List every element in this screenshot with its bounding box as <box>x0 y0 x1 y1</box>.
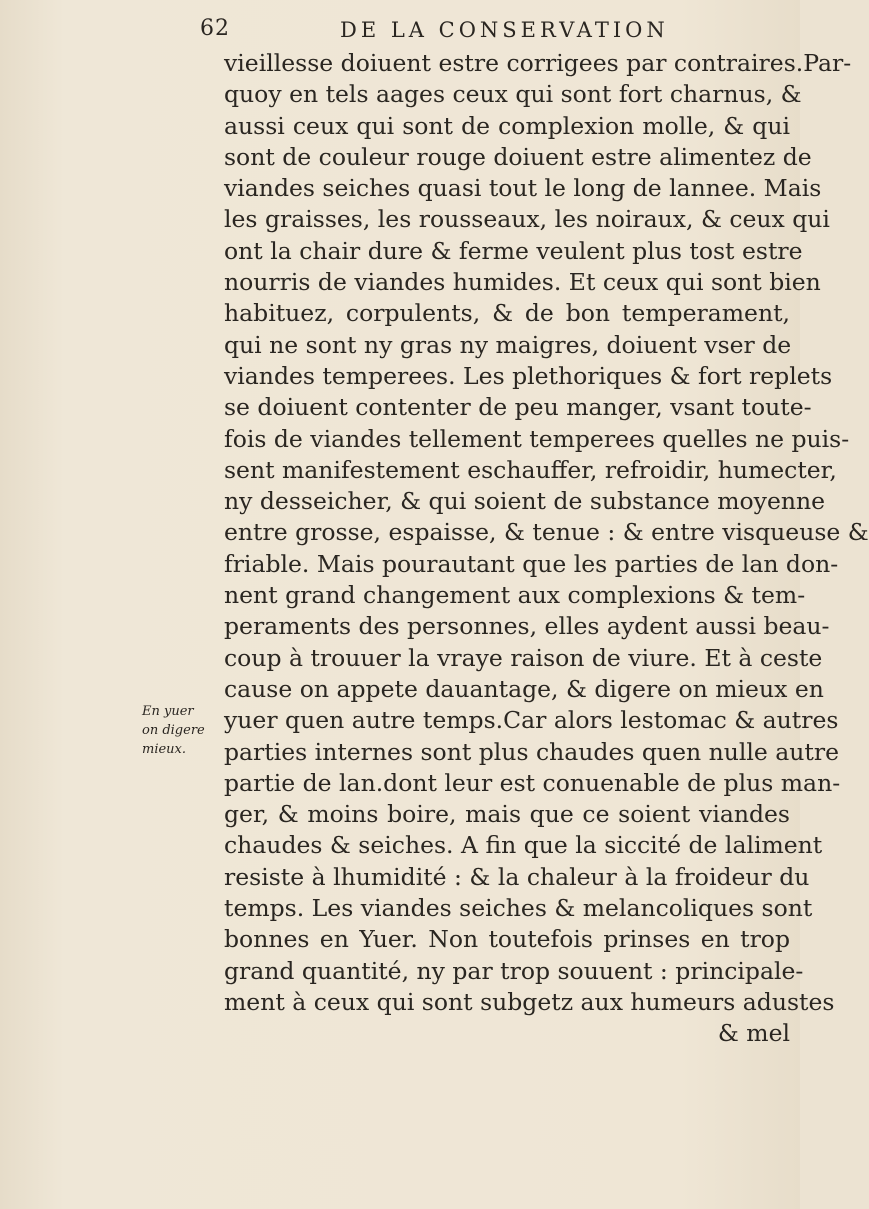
page-header <box>200 14 770 46</box>
text-line: chaudes & seiches. A fin que la siccité de laliment <box>224 831 823 860</box>
text-line: ger, & moins boire, mais que ce soient viandes <box>224 800 790 829</box>
text-line: parties internes sont plus chaudes quen nulle autre <box>224 737 839 766</box>
text-line: fois de viandes tellement temperees quelles ne puis- <box>224 424 850 453</box>
text-line: viandes seiches quasi tout le long de lannee. Mais <box>224 174 822 203</box>
text-line: les graisses, les rousseaux, les noiraux, & ceux qui <box>224 205 830 234</box>
text-line: friable. Mais pourautant que les parties de lan don- <box>224 549 839 578</box>
text-line: partie de lan.dont leur est conuenable de plus man- <box>224 768 841 797</box>
text-line: & mel <box>717 1019 790 1048</box>
text-line: nourris de viandes humides. Et ceux qui sont bien <box>224 268 821 297</box>
text-line: nent grand changement aux complexions & tem- <box>224 581 806 610</box>
page-number: 62 <box>200 16 230 41</box>
text-line: resiste à lhumidité : & la chaleur à la froideur du <box>224 862 810 891</box>
text-line: ont la chair dure & ferme veulent plus tost estre <box>224 236 803 265</box>
margin-note <box>142 702 222 759</box>
running-head: DE LA CONSERVATION <box>340 18 669 42</box>
text-line: coup à trouuer la vraye raison de viure. Et à ceste <box>224 643 823 672</box>
body-text <box>224 48 869 1050</box>
text-line: sent manifestement eschauffer, refroidir, humecter, <box>224 455 837 484</box>
text-line: se doiuent contenter de peu manger, vsant toute- <box>224 393 812 422</box>
text-line: grand quantité, ny par trop souuent : principale- <box>224 956 804 985</box>
text-line: yuer quen autre temps.Car alors lestomac & autres <box>224 706 839 735</box>
text-line: aussi ceux qui sont de complexion molle, & qui <box>224 111 790 140</box>
margin-note-line: En yuer <box>142 704 194 719</box>
margin-note-line: on digere <box>142 723 205 738</box>
margin-note-line: mieux. <box>142 742 187 757</box>
text-line: peraments des personnes, elles aydent aussi beau- <box>224 612 830 641</box>
text-line: entre grosse, espaisse, & tenue : & entre visqueuse & <box>224 518 869 547</box>
text-line: viandes temperees. Les plethoriques & fort replets <box>224 361 833 390</box>
text-line: quoy en tels aages ceux qui sont fort charnus, & <box>224 80 802 109</box>
text-line: habituez, corpulents, & de bon temperament, <box>224 299 790 328</box>
text-line: sont de couleur rouge doiuent estre alimentez de <box>224 142 812 171</box>
text-line: bonnes en Yuer. Non toutefois prinses en trop <box>224 925 790 954</box>
text-line: vieillesse doiuent estre corrigees par contraires.Par- <box>224 49 852 77</box>
text-line: cause on appete dauantage, & digere on mieux en <box>224 674 824 703</box>
text-line: temps. Les viandes seiches & melancoliques sont <box>224 894 813 923</box>
text-line: qui ne sont ny gras ny maigres, doiuent vser de <box>224 330 792 359</box>
text-line: ny desseicher, & qui soient de substance moyenne <box>224 487 826 516</box>
text-line: ment à ceux qui sont subgetz aux humeurs adustes <box>224 987 835 1016</box>
